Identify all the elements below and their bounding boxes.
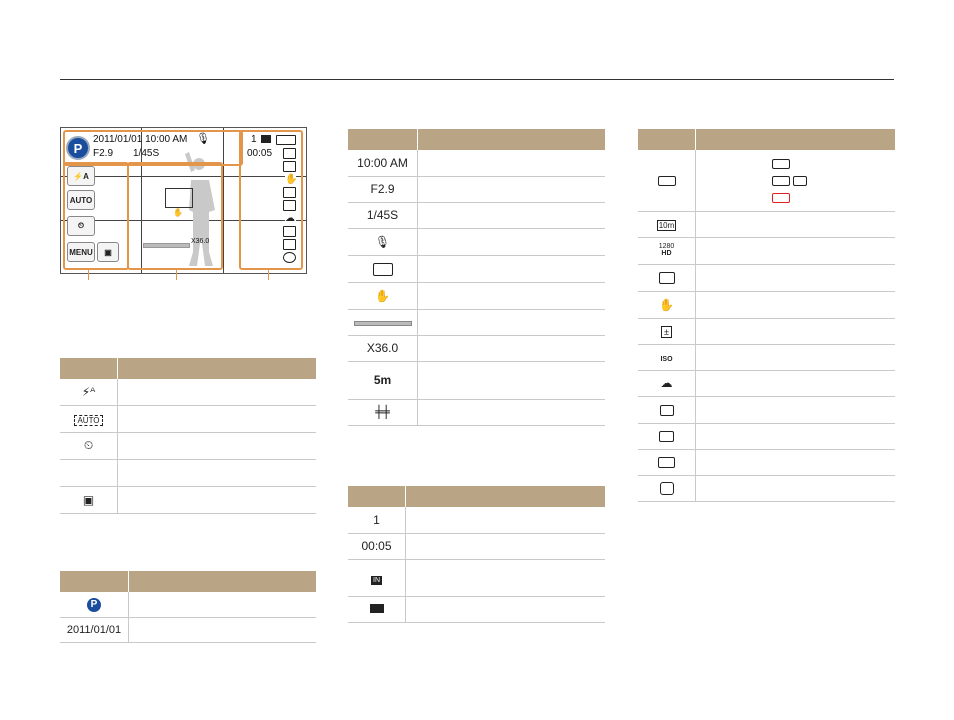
- table-header: [418, 129, 606, 150]
- zoom-ratio-text: X36.0: [348, 335, 418, 361]
- white-balance-icon: ☁: [638, 370, 696, 396]
- table-cell: [418, 255, 606, 282]
- table-cell: [118, 379, 317, 405]
- table-cell: [418, 309, 606, 335]
- mode-p-icon: P: [60, 592, 129, 617]
- flash-button[interactable]: ⚡A: [67, 166, 95, 186]
- table-cell: [696, 291, 896, 318]
- table-cell: [406, 596, 606, 622]
- table-cell: [118, 459, 317, 486]
- callout-line-1: [88, 270, 89, 280]
- timer-icon: ⏲: [60, 432, 118, 459]
- display-icon: ▣: [60, 486, 118, 513]
- table-header: [406, 486, 606, 507]
- smart-filter-icon: [638, 475, 696, 501]
- table-cell: [696, 344, 896, 370]
- callout-line-3: [268, 270, 269, 280]
- page-header-rule: [60, 79, 894, 80]
- table-cell: [418, 282, 606, 309]
- table-header: [60, 358, 118, 379]
- table-header: [118, 358, 317, 379]
- callout-line-2: [176, 270, 177, 280]
- internal-memory-icon: IN: [348, 559, 406, 596]
- table-header: [60, 571, 129, 592]
- left-options-table: [60, 358, 316, 514]
- date-text: 2011/01/01: [60, 617, 129, 642]
- shots-text: 1: [348, 507, 406, 533]
- rec-time-text: 00:05: [247, 148, 273, 159]
- table-header: [129, 571, 317, 592]
- shake-warning-icon: ✋: [173, 208, 183, 217]
- aperture-text: F2.9: [348, 176, 418, 202]
- zoom-ratio-text: X36.0: [191, 238, 210, 245]
- battery-icon: [638, 150, 696, 211]
- left-mode-table: [60, 571, 316, 643]
- iso-icon: ISO: [638, 344, 696, 370]
- table-cell: [418, 335, 606, 361]
- table-cell: [118, 432, 317, 459]
- ois-icon: ✋: [638, 291, 696, 318]
- date-time-text: 2011/01/01 10:00 AM: [93, 134, 188, 145]
- face-detect-icon: [638, 423, 696, 449]
- voice-memo-icon: 🎙: [196, 133, 210, 145]
- table-cell: [118, 486, 317, 513]
- table-cell: [418, 202, 606, 228]
- grid-icon: ╪╪: [348, 399, 418, 425]
- table-header: [638, 129, 696, 150]
- callout-box-left: [63, 162, 129, 270]
- table-cell: [418, 361, 606, 399]
- table-cell: [696, 396, 896, 423]
- table-cell: [696, 318, 896, 344]
- timer-button[interactable]: ⏲: [67, 216, 95, 236]
- table-cell: [406, 533, 606, 559]
- shutter-text: 1/45S: [133, 148, 160, 159]
- table-cell: [696, 370, 896, 396]
- table-header: [348, 486, 406, 507]
- shutter-text: 1/45S: [348, 202, 418, 228]
- white-balance-icon: ☁: [285, 213, 295, 224]
- table-cell: [118, 405, 317, 432]
- metering-icon: [638, 264, 696, 291]
- table-cell: [418, 228, 606, 255]
- callout-box-top: [63, 130, 243, 166]
- callout-box-center: [127, 162, 223, 270]
- ois-icon: ✋: [285, 174, 298, 185]
- af-frame-icon: [348, 255, 418, 282]
- table-cell: [696, 211, 896, 237]
- display-button[interactable]: ▣: [97, 242, 119, 262]
- focus-button[interactable]: AUTO: [67, 190, 95, 210]
- table-cell: [418, 150, 606, 176]
- photo-size-icon: 10m: [638, 211, 696, 237]
- table-cell: [418, 176, 606, 202]
- zoom-bar-icon: [348, 309, 418, 335]
- exposure-icon: ±: [638, 318, 696, 344]
- table-header: [348, 129, 418, 150]
- table-cell: [129, 617, 317, 642]
- callout-box-right: [239, 130, 303, 270]
- battery-levels: [696, 150, 896, 211]
- shots-text: 1: [251, 134, 257, 145]
- memory-card-icon: [348, 596, 406, 622]
- table-cell: [696, 237, 896, 264]
- table-cell: [696, 264, 896, 291]
- voice-memo-icon: 🎙: [348, 228, 418, 255]
- table-cell: [418, 399, 606, 425]
- shake-warning-icon: ✋: [348, 282, 418, 309]
- table-cell: [696, 475, 896, 501]
- menu-button[interactable]: MENU: [67, 242, 95, 262]
- table-cell: [406, 507, 606, 533]
- menu-icon: [60, 459, 118, 486]
- af-auto-icon: AUTO: [60, 405, 118, 432]
- table-cell: [696, 423, 896, 449]
- camera-screen-illustration: [60, 127, 307, 274]
- options-status-table: [638, 129, 895, 502]
- aperture-text: F2.9: [93, 148, 114, 159]
- storage-info-table: [348, 486, 605, 623]
- table-header: [696, 129, 896, 150]
- table-cell: [696, 449, 896, 475]
- burst-icon: [638, 396, 696, 423]
- flash-auto-icon: ⚡ᴬ: [60, 379, 118, 405]
- table-cell: [129, 592, 317, 617]
- time-text: 10:00 AM: [348, 150, 418, 176]
- quality-icon: [638, 449, 696, 475]
- mode-p-icon: P: [66, 136, 90, 160]
- video-size-icon: 1280 HD: [638, 237, 696, 264]
- shooting-info-table: [348, 129, 605, 426]
- table-cell: [406, 559, 606, 596]
- distance-icon: 5m: [348, 361, 418, 399]
- rec-time-text: 00:05: [348, 533, 406, 559]
